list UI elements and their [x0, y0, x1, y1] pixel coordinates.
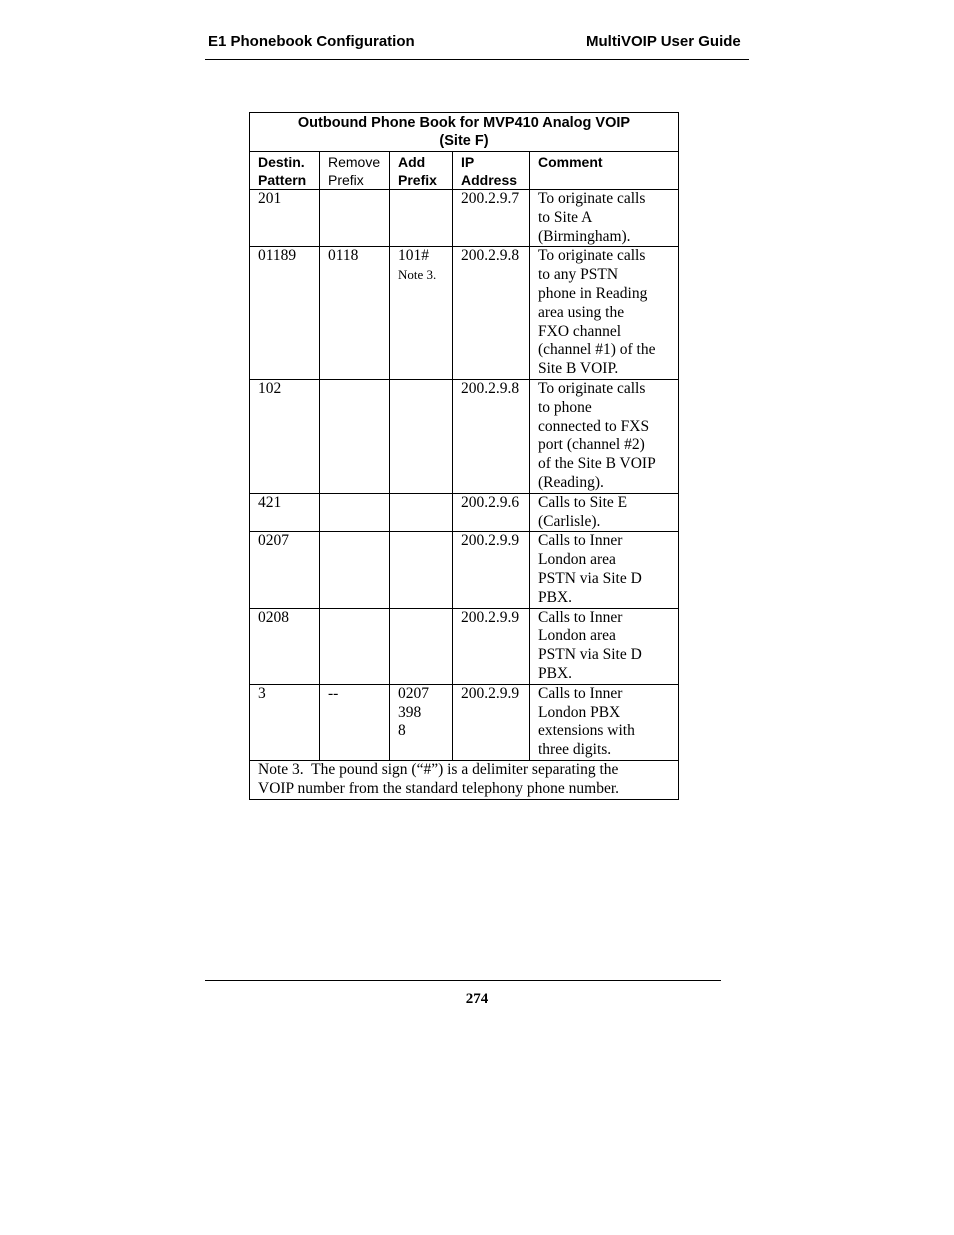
comment-line: PBX. [538, 588, 573, 606]
cell-add-prefix [390, 493, 453, 532]
table-title-line: Outbound Phone Book for MVP410 Analog VOIP [297, 115, 631, 131]
cell-ip-address: 200.2.9.9 [453, 684, 530, 760]
phone-book-table [249, 112, 679, 800]
comment-line: PSTN via Site D [538, 569, 642, 587]
table-row [250, 608, 679, 684]
comment-line: London PBX [538, 703, 621, 721]
comment-line: To originate calls [538, 190, 646, 207]
cell-add-prefix [390, 379, 453, 493]
column-header-line: Prefix [398, 172, 437, 188]
comment-line: To originate calls [538, 379, 646, 397]
cell-add-prefix [390, 532, 453, 608]
column-header-line: Prefix [328, 172, 364, 188]
footer-rule [205, 980, 721, 981]
column-header-row [250, 152, 679, 190]
cell-destin-pattern: 0207 [250, 532, 320, 608]
cell-ip-address: 200.2.9.8 [453, 379, 530, 493]
comment-line: London area [538, 627, 616, 645]
cell-comment [530, 684, 679, 760]
cell-add-prefix [390, 684, 453, 760]
add-prefix-line: 101# [398, 247, 429, 265]
column-header-line: Address [461, 172, 518, 188]
comment-line: extensions with [538, 722, 635, 740]
header-rule [205, 59, 749, 60]
add-prefix-line: 8 [398, 722, 406, 740]
cell-destin-pattern: 01189 [250, 247, 320, 380]
column-header-ip-address [453, 152, 530, 190]
footnote-row [250, 760, 679, 799]
cell-comment [530, 608, 679, 684]
add-prefix-line: 398 [398, 703, 422, 721]
comment-line: (Reading). [538, 473, 604, 491]
table-row [250, 379, 679, 493]
column-header-line: Remove [328, 154, 381, 170]
footnote-line: Note 3. The pound sign (“#”) is a delimiter separating the [258, 760, 619, 778]
cell-comment [530, 379, 679, 493]
cell-remove-prefix [320, 608, 390, 684]
cell-comment [530, 247, 679, 380]
comment-line: (Carlisle). [538, 512, 601, 530]
comment-line: FXO channel [538, 322, 622, 340]
cell-destin-pattern: 421 [250, 493, 320, 532]
cell-ip-address: 200.2.9.9 [453, 608, 530, 684]
column-header-remove-prefix [320, 152, 390, 190]
running-header-guide-title: MultiVOIP User Guide [586, 33, 741, 50]
cell-comment [530, 532, 679, 608]
comment-line: (channel #1) of the [538, 341, 656, 359]
column-header-line: Pattern [258, 172, 307, 188]
cell-remove-prefix: 0118 [320, 247, 390, 380]
comment-line: phone in Reading [538, 284, 648, 302]
cell-destin-pattern: 102 [250, 379, 320, 493]
comment-line: Site B VOIP. [538, 360, 619, 378]
cell-ip-address: 200.2.9.7 [453, 190, 530, 247]
cell-destin-pattern: 201 [250, 190, 320, 247]
cell-comment [530, 493, 679, 532]
cell-add-prefix [390, 190, 453, 247]
table-row [250, 190, 679, 247]
page-number: 274 [465, 991, 489, 1007]
cell-remove-prefix [320, 190, 390, 247]
comment-line: three digits. [538, 741, 612, 759]
cell-comment [530, 190, 679, 247]
comment-line: PSTN via Site D [538, 646, 642, 664]
cell-destin-pattern: 3 [250, 684, 320, 760]
running-header-section: E1 Phonebook Configuration [208, 33, 415, 50]
cell-remove-prefix [320, 379, 390, 493]
comment-line: Calls to Site E [538, 493, 628, 511]
comment-line: (Birmingham). [538, 227, 631, 245]
comment-line: Calls to Inner [538, 684, 623, 702]
column-header-line: Destin. [258, 154, 305, 170]
comment-line: Calls to Inner [538, 532, 623, 550]
table-title [250, 113, 679, 152]
column-header-line: Comment [538, 154, 603, 170]
cell-remove-prefix [320, 532, 390, 608]
comment-line: PBX. [538, 664, 573, 682]
table-row [250, 247, 679, 380]
table-title-row [250, 113, 679, 152]
column-header-destin-pattern [250, 152, 320, 190]
footnote-line: VOIP number from the standard telephony phone number. [258, 779, 620, 797]
comment-line: of the Site B VOIP [538, 455, 656, 473]
column-header-line: Add [398, 154, 426, 170]
cell-ip-address: 200.2.9.8 [453, 247, 530, 380]
add-prefix-note: Note 3. [398, 267, 437, 283]
cell-destin-pattern: 0208 [250, 608, 320, 684]
comment-line: to phone [538, 398, 592, 416]
table-body [250, 190, 679, 761]
table-row [250, 493, 679, 532]
cell-remove-prefix: -- [320, 684, 390, 760]
comment-line: area using the [538, 303, 625, 321]
add-prefix-line: 0207 [398, 684, 429, 702]
comment-line: London area [538, 551, 616, 569]
comment-line: to any PSTN [538, 266, 619, 284]
cell-add-prefix [390, 247, 453, 380]
cell-ip-address: 200.2.9.9 [453, 532, 530, 608]
comment-line: to Site A [538, 208, 593, 226]
table-row [250, 532, 679, 608]
cell-add-prefix [390, 608, 453, 684]
comment-line: connected to FXS [538, 417, 650, 435]
column-header-comment [530, 152, 679, 190]
table-title-site: (Site F) [439, 133, 489, 149]
table-row [250, 684, 679, 760]
comment-line: port (channel #2) [538, 436, 645, 454]
cell-ip-address: 200.2.9.6 [453, 493, 530, 532]
table-footnote [250, 760, 679, 799]
comment-line: To originate calls [538, 247, 646, 265]
column-header-add-prefix [390, 152, 453, 190]
column-header-line: IP [461, 154, 475, 170]
comment-line: Calls to Inner [538, 608, 623, 626]
cell-remove-prefix [320, 493, 390, 532]
